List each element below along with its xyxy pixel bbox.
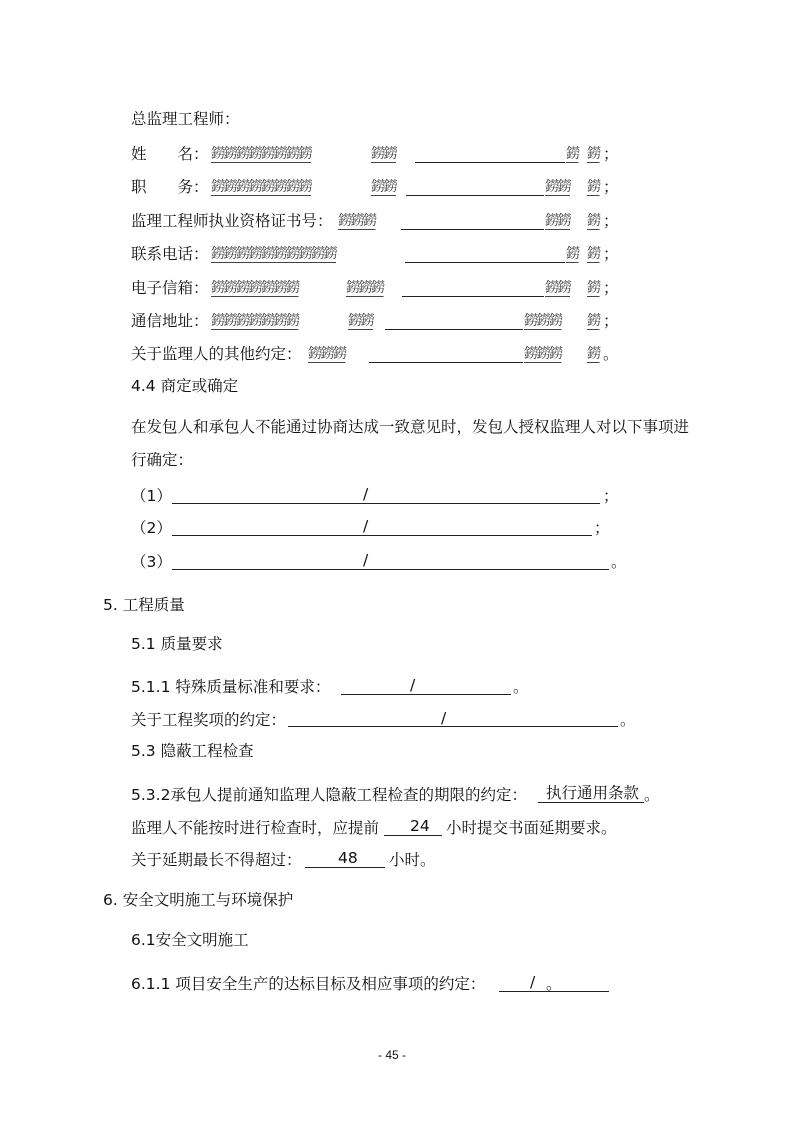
- position-underline: [406, 195, 544, 196]
- notice-text-a: 监理人不能按时进行检查时，应提前: [131, 819, 380, 837]
- section-5-heading: 5. 工程质量: [103, 596, 185, 614]
- delay-label: 关于延期最长不得超过：: [131, 851, 302, 869]
- email-value-a: 鐒鐒鐒鐒鐒鐒鐒: [211, 280, 299, 296]
- address-value-b: 鐒鐒: [348, 313, 373, 329]
- name-value-d: 鐒: [587, 146, 600, 162]
- position-value-b: 鐒鐒: [371, 179, 396, 195]
- section-6-1-heading: 6.1安全文明施工: [131, 931, 249, 949]
- name-end: ；: [603, 145, 619, 163]
- cert-label: 监理工程师执业资格证书号：: [131, 212, 333, 230]
- address-label: 通信地址：: [131, 312, 209, 330]
- position-value-d: 鐒: [587, 179, 600, 195]
- position-label: 职 务：: [131, 178, 209, 196]
- email-end: ；: [603, 279, 619, 297]
- position-end: ；: [603, 178, 619, 196]
- address-underline: [385, 329, 523, 330]
- section-4-4-heading: 4.4 商定或确定: [131, 377, 239, 395]
- item-2-number: （2）: [131, 519, 172, 537]
- item-1-value: /: [363, 485, 369, 503]
- other-value-c: 鐒鐒鐒: [524, 346, 562, 362]
- phone-value-a: 鐒鐒鐒鐒鐒鐒鐒鐒鐒鐒: [211, 246, 336, 262]
- other-value-d: 鐒: [587, 346, 600, 362]
- clause-5-3-2-end: 。: [644, 786, 660, 804]
- item-3-underline: [172, 569, 609, 570]
- phone-underline: [405, 262, 565, 263]
- page-number: - 45 -: [378, 1048, 407, 1062]
- phone-label: 联系电话：: [131, 245, 209, 263]
- other-label: 关于监理人的其他约定：: [131, 345, 302, 363]
- cert-value-c: 鐒鐒: [545, 213, 570, 229]
- clause-5-1-1-end: 。: [513, 678, 529, 696]
- address-value-c: 鐒鐒鐒: [524, 313, 562, 329]
- item-3-value: /: [363, 551, 369, 569]
- section-5-3-heading: 5.3 隐蔽工程检查: [131, 742, 254, 760]
- other-underline: [369, 362, 523, 363]
- clause-5-3-2-value: 执行通用条款: [546, 784, 640, 802]
- other-end: 。: [603, 345, 619, 363]
- item-1-underline: [172, 503, 600, 504]
- address-value-d: 鐒: [587, 313, 600, 329]
- cert-end: ；: [603, 212, 619, 230]
- item-3-number: （3）: [131, 553, 172, 571]
- clause-6-1-1-value: /: [530, 973, 536, 991]
- email-underline: [402, 296, 544, 297]
- email-value-b: 鐒鐒鐒: [346, 280, 384, 296]
- cert-value-a: 鐒鐒鐒: [338, 213, 376, 229]
- section-5-1-heading: 5.1 质量要求: [131, 635, 223, 653]
- notice-text-b: 小时提交书面延期要求。: [446, 819, 617, 837]
- clause-5-1-1-label: 5.1.1 特殊质量标准和要求：: [131, 678, 331, 696]
- position-value-a: 鐒鐒鐒鐒鐒鐒鐒鐒: [211, 179, 311, 195]
- address-value-a: 鐒鐒鐒鐒鐒鐒鐒: [211, 313, 299, 329]
- clause-6-1-1-label: 6.1.1 项目安全生产的达标目标及相应事项的约定：: [131, 975, 486, 993]
- award-underline: [288, 726, 618, 727]
- name-value-a: 鐒鐒鐒鐒鐒鐒鐒鐒: [211, 146, 311, 162]
- email-label: 电子信箱：: [131, 279, 209, 297]
- item-2-value: /: [363, 517, 369, 535]
- award-value: /: [441, 709, 447, 727]
- delay-value: 48: [338, 849, 358, 867]
- cert-value-d: 鐒: [587, 213, 600, 229]
- name-value-c: 鐒: [566, 146, 579, 162]
- section-4-4-para-line1: 在发包人和承包人不能通过协商达成一致意见时，发包人授权监理人对以下事项进: [131, 418, 690, 436]
- clause-5-1-1-value: /: [410, 676, 416, 694]
- item-1-end: ；: [603, 487, 619, 505]
- clause-5-1-1-underline: [341, 694, 511, 695]
- email-value-c: 鐒鐒: [545, 280, 570, 296]
- item-2-end: ；: [594, 519, 610, 537]
- email-value-d: 鐒: [587, 280, 600, 296]
- supervisor-title: 总监理工程师：: [131, 110, 240, 128]
- clause-6-1-1-end: 。: [546, 975, 562, 993]
- item-1-number: （1）: [131, 487, 172, 505]
- name-underline: [415, 162, 565, 163]
- phone-value-c: 鐒: [566, 246, 579, 262]
- phone-end: ；: [603, 245, 619, 263]
- award-label: 关于工程奖项的约定：: [131, 711, 287, 729]
- address-end: ；: [603, 312, 619, 330]
- name-label: 姓 名：: [131, 145, 209, 163]
- clause-5-3-2-label: 5.3.2承包人提前通知监理人隐蔽工程检查的期限的约定：: [131, 786, 527, 804]
- phone-value-d: 鐒: [587, 246, 600, 262]
- cert-underline: [401, 229, 544, 230]
- other-value-a: 鐒鐒鐒: [308, 346, 346, 362]
- section-4-4-para-line2: 行确定：: [131, 451, 194, 469]
- award-end: 。: [620, 711, 636, 729]
- position-value-c: 鐒鐒: [545, 179, 570, 195]
- item-2-underline: [172, 535, 592, 536]
- name-value-b: 鐒鐒: [371, 146, 396, 162]
- section-6-heading: 6. 安全文明施工与环境保护: [103, 891, 294, 909]
- delay-end: 小时。: [389, 851, 436, 869]
- item-3-end: 。: [611, 553, 627, 571]
- notice-value: 24: [410, 817, 430, 835]
